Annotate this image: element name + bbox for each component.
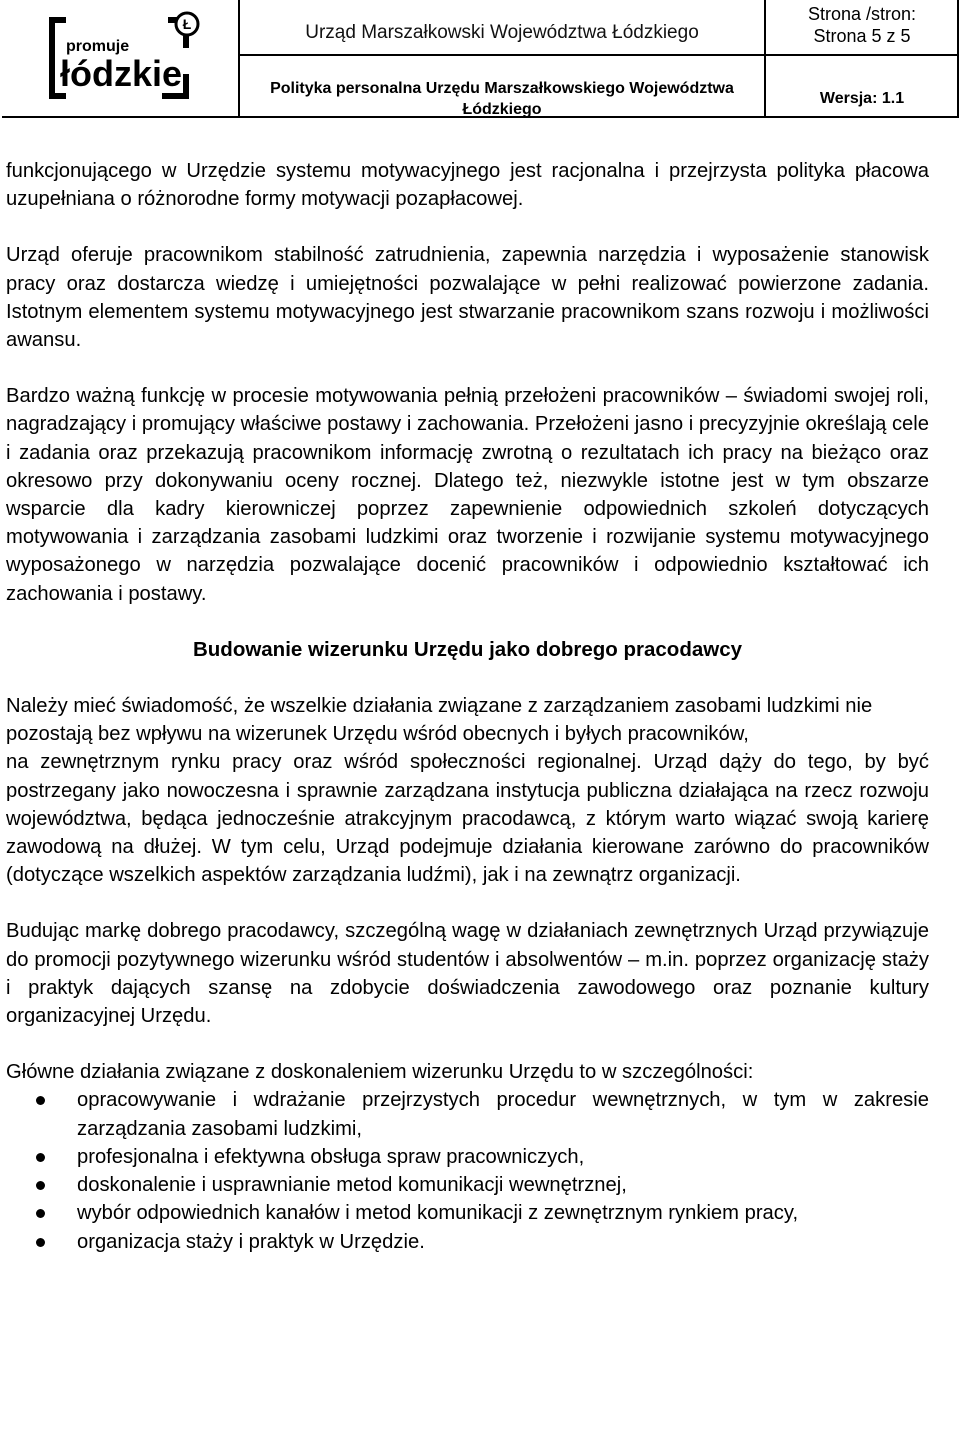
section-heading: Budowanie wizerunku Urzędu jako dobrego pracodawcy — [192, 637, 743, 661]
version-label: Wersja: 1.1 — [819, 90, 905, 107]
document-body — [6, 157, 929, 1256]
paragraph: na zewnętrznym rynku pracy oraz wśród społeczności regionalnej. Urząd dąży do tego, by być postrzegany jako nowoczesna i sprawnie zarządzana instytucja publiczna działająca na rzecz rozwoju województwa, będąca jednocześnie atrakcyjnym pracodawcą, z którym warto wiązać swoją karierę zawodową na dłużej. W tym celu, Urząd podejmuje działania kierowane zarówno do pracowników (dotyczące wszelkich aspektów zarządzania ludźmi), jak i na zewnątrz organizacji. — [6, 751, 929, 887]
paragraph: Główne działania związane z doskonaleniem wizerunku Urzędu to w szczególności: — [6, 1061, 754, 1084]
paragraph: Należy mieć świadomość, że wszelkie działania związane z zarządzaniem zasobami ludzkimi nie pozostają bez wpływu na wizerunek Urzędu wśród obecnych i byłych pracowników, — [6, 695, 873, 746]
logo — [2, 0, 240, 116]
header-divider — [240, 54, 959, 56]
svg-text:łódzkie: łódzkie — [60, 53, 183, 94]
promuje-lodzkie-logo — [46, 10, 206, 106]
institution-title: Urząd Marszałkowski Województwa Łódzkiego — [305, 22, 699, 43]
paragraph: Budując markę dobrego pracodawcy, szczególną wagę w działaniach zewnętrznych Urząd przywiązuje do promocji pozytywnego wizerunku wśród studentów i absolwentów – m.in. poprzez organizację staży i praktyk dających szansę na zdobycie doświadczenia zawodowego oraz poznanie kultury organizacyjnej Urzędu. — [6, 920, 929, 1028]
list-item: wybór odpowiednich kanałów i metod komunikacji z zewnętrznym rynkiem pracy, — [6, 1199, 929, 1227]
bullet-icon — [36, 1096, 45, 1105]
paragraph: Bardzo ważną funkcję w procesie motywowania pełnią przełożeni pracowników – świadomi swojej roli, nagradzający i promujący właściwe postawy i zachowania. Przełożeni jasno i precyzyjnie określają cele i zadania oraz przekazują pracownikom informację zwrotną o rezultatach ich pracy na bieżąco oraz okresowo przy dokonywaniu oceny rocznej. Dlatego też, niezwykle istotne jest w tym obszarze wsparcie dla kadry kierowniczej poprzez zapewnienie odpowiednich szkoleń dotyczących motywowania i zarządzania zasobami ludzkimi oraz tworzenie i rozwijanie systemu motywacyjnego wyposażonego w narzędzia pozwalające docenić pracowników i odpowiednio kształtować ich zachowania i postawy. — [6, 385, 929, 605]
bullet-icon — [36, 1153, 45, 1162]
bullet-icon — [36, 1181, 45, 1190]
list-item: opracowywanie i wdrażanie przejrzystych procedur wewnętrznych, w tym w zakresie zarządzania zasobami ludzkimi, — [6, 1086, 929, 1142]
svg-text:promuje: promuje — [66, 38, 130, 55]
paragraph: Urząd oferuje pracownikom stabilność zatrudnienia, zapewnia narzędzia i wyposażenie stanowisk pracy oraz dostarcza wiedzę i umiejętności pozwalające w pełni realizować powierzone zadania. Istotnym elementem systemu motywacyjnego jest stwarzanie pracownikom szans rozwoju i możliwości awansu. — [6, 244, 929, 352]
list-item: doskonalenie i usprawnianie metod komunikacji wewnętrznej, — [6, 1171, 929, 1199]
document-title: Polityka personalna Urzędu Marszałkowskiego Województwa Łódzkiego — [270, 80, 734, 118]
paragraph: funkcjonującego w Urzędzie systemu motywacyjnego jest racjonalna i przejrzysta polityka płacowa uzupełniana o różnorodne formy motywacji pozapłacowej. — [6, 160, 929, 211]
bullet-icon — [36, 1209, 45, 1218]
page-number: Strona 5 z 5 — [813, 26, 911, 46]
bullet-list — [6, 1086, 929, 1255]
svg-text:Ł: Ł — [182, 16, 192, 32]
list-item: profesjonalna i efektywna obsługa spraw pracowniczych, — [6, 1143, 929, 1171]
list-item: organizacja staży i praktyk w Urzędzie. — [6, 1228, 929, 1256]
bullet-icon — [36, 1238, 45, 1247]
page-label: Strona /stron: — [807, 4, 917, 24]
document-header — [2, 0, 957, 118]
